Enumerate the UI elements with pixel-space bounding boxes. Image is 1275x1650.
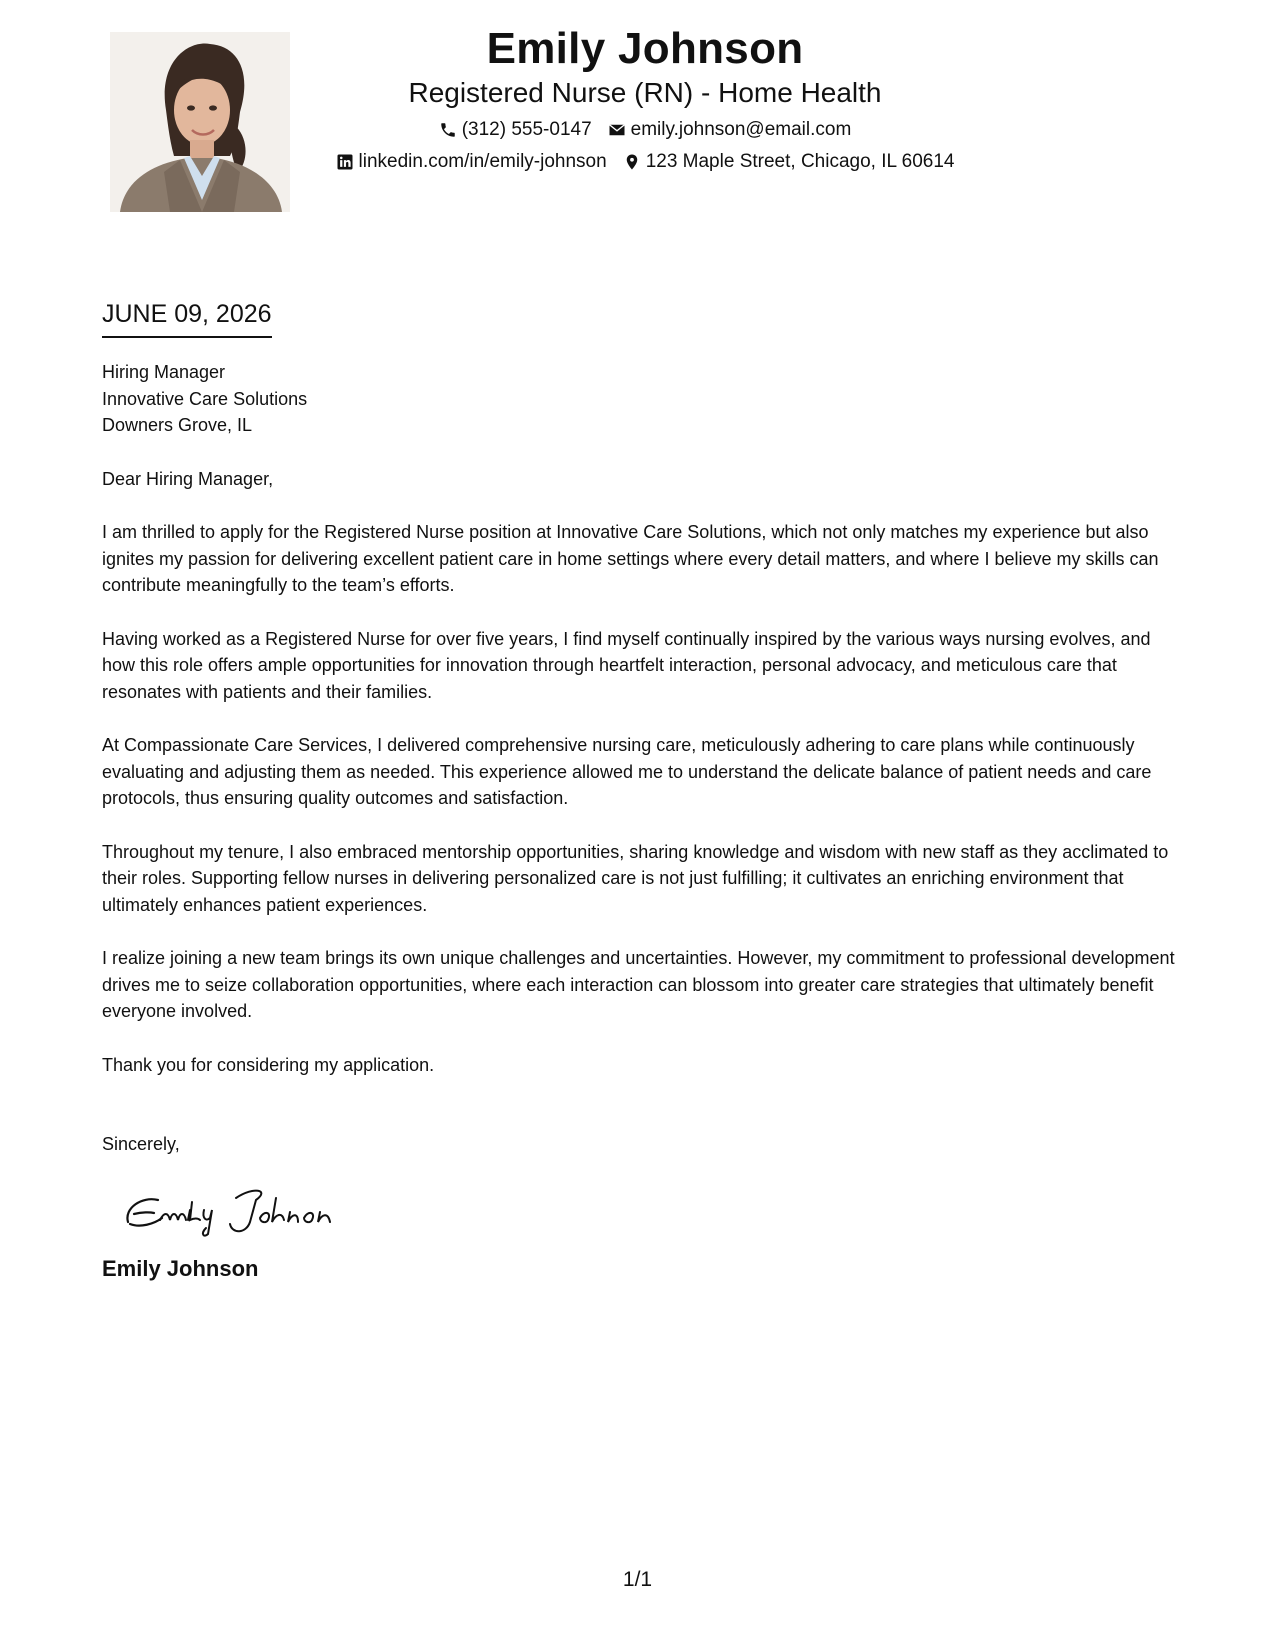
phone-icon	[439, 121, 457, 139]
envelope-icon	[608, 121, 626, 139]
letter-date: JUNE 09, 2026	[102, 298, 272, 338]
closing-phrase: Sincerely,	[102, 1134, 180, 1154]
handwritten-signature	[120, 1178, 1177, 1240]
linkedin-text: linkedin.com/in/emily-johnson	[358, 151, 607, 172]
paragraph-2: Having worked as a Registered Nurse for over five years, I find myself continually inspired by the various ways nursing evolves, and how this role offers ample opportunities for innovation through heartfelt interaction, personal advocacy, and meticulous care that resonates with patients and their families.	[102, 628, 1151, 702]
closing-thanks: Thank you for considering my application.	[102, 1054, 435, 1075]
email-text: emily.johnson@email.com	[630, 119, 852, 140]
portrait-illustration	[110, 32, 290, 212]
letter-body	[102, 359, 1177, 1282]
recipient-address	[102, 359, 1177, 439]
contact-row-secondary	[300, 149, 990, 175]
paragraph-4: Throughout my tenure, I also embraced mentorship opportunities, sharing knowledge and wisdom with new staff as they acclimated to their roles. Supporting fellow nurses in delivering personalized care is not just fulfilling; it cultivates an enriching environment that ultimately enhances patient experiences.	[102, 841, 1169, 915]
address-text: 123 Maple Street, Chicago, IL 60614	[645, 151, 955, 172]
recipient-company: Innovative Care Solutions	[102, 388, 308, 409]
applicant-title: Registered Nurse (RN) - Home Health	[408, 77, 882, 108]
address-contact	[623, 149, 955, 175]
profile-photo	[110, 32, 290, 212]
phone-text: (312) 555-0147	[461, 119, 592, 140]
applicant-name: Emily Johnson	[486, 24, 804, 73]
contact-row-primary	[300, 117, 990, 143]
paragraph-1: I am thrilled to apply for the Registered Nurse position at Innovative Care Solutions, which not only matches my experience but also ignites my passion for delivering excellent patient care in home settings where every detail matters, and where I believe my skills can contribute meaningfully to the team’s efforts.	[102, 522, 1159, 595]
email-contact[interactable]	[608, 117, 852, 143]
phone-contact[interactable]	[439, 117, 592, 143]
linkedin-icon	[336, 153, 354, 171]
salutation: Dear Hiring Manager,	[102, 468, 274, 489]
page-indicator: 1/1	[622, 1568, 653, 1591]
signature-image	[120, 1178, 360, 1240]
recipient-location: Downers Grove, IL	[102, 415, 253, 435]
linkedin-contact[interactable]	[336, 149, 607, 175]
recipient-name: Hiring Manager	[102, 362, 226, 382]
paragraph-3: At Compassionate Care Services, I delivered comprehensive nursing care, meticulously adhering to care plans while continuously evaluating and adjusting them as needed. This experience allowed me to understand the delicate balance of patient needs and care protocols, thus ensuring quality outcomes and satisfaction.	[102, 735, 1152, 808]
paragraph-5: I realize joining a new team brings its own unique challenges and uncertainties. However, my commitment to professional development drives me to seize collaboration opportunities, where each interaction can blossom into greater care strategies that ultimately benefit everyone involved.	[102, 948, 1175, 1021]
signer-name: Emily Johnson	[102, 1255, 259, 1281]
letter-date-block	[102, 298, 272, 338]
letter-header	[300, 22, 990, 175]
map-pin-icon	[623, 153, 641, 171]
